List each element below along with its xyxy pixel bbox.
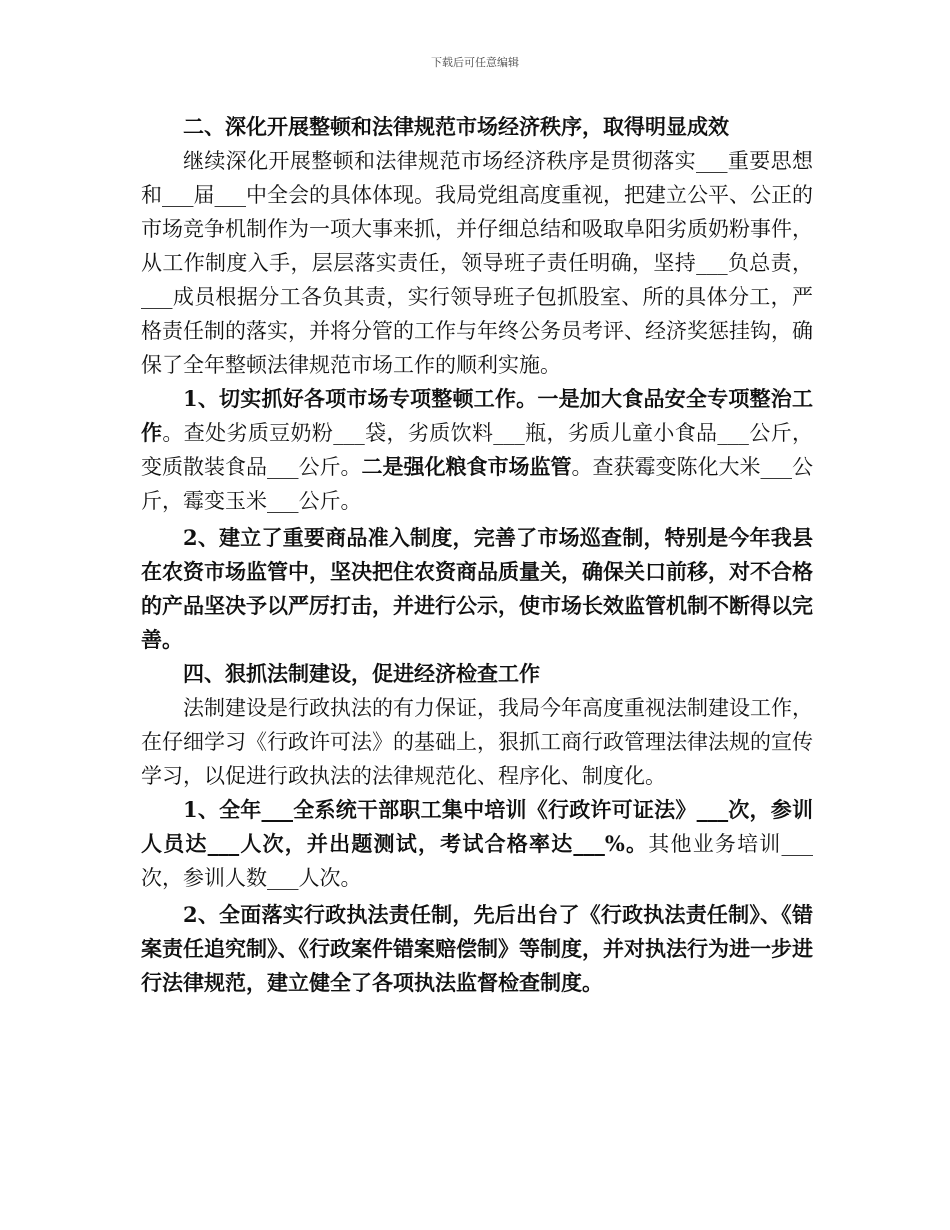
paragraph-6: 2、全面落实行政执法责任制，先后出台了《行政执法责任制》、《错案责任追究制》、《行政案件错案赔偿制》等制度，并对执法行为进一步进行法律规范，建立健全了各项执法监督检查制度。 (141, 902, 813, 995)
paragraph-5-text: 其他业务培训___次，参训人数___人次。 (141, 832, 814, 890)
paragraph-5-bold: 1、全年___全系统干部职工集中培训《行政许可证法》___次，参训人员达___人次，并出题测试，考试合格率达___%。 (141, 797, 813, 856)
paragraph-1: 继续深化开展整顿和法律规范市场经济秩序是贯彻落实___重要思想和___届___中全会的具体体现。我局党组高度重视，把建立公平、公正的市场竞争机制作为一项大事来抓，并仔细总结和吸取阜阳劣质奶粉事件，从工作制度入手，层层落实责任，领导班子责任明确，坚持___负总责，___成员根据分工各负其责，实行领导班子包抓股室、所的具体分工，严格责任制的落实，并将分管的工作与年终公务员考评、经济奖惩挂钩，确保了全年整顿法律规范市场工作的顺利实施。 (141, 149, 813, 377)
section-heading-4: 四、狠抓法制建设，促进经济检查工作 (183, 661, 540, 686)
section-heading-2: 二、深化开展整顿和法律规范市场经济秩序，取得明显成效 (183, 114, 729, 139)
paragraph-2-bold-1: 1、切实抓好各项市场专项整顿工作。一是加大食品安全专项整治工作 (141, 386, 813, 445)
paragraph-2-text-1: 。查处劣质豆奶粉___袋，劣质饮料___瓶，劣质儿童小食品___公斤，变质散装食品___公斤。 (141, 421, 814, 479)
paragraph-2-text-2: 。查获霉变陈化大米___公斤，霉变玉米___公斤。 (141, 455, 813, 513)
page-header: 下载后可任意编辑 (431, 56, 519, 69)
paragraph-5 (141, 793, 813, 895)
paragraph-2-bold-2: 二是强化粮食市场监管 (361, 454, 572, 479)
paragraph-2 (141, 382, 813, 518)
document-body (141, 110, 813, 1000)
paragraph-4: 法制建设是行政执法的有力保证，我局今年高度重视法制建设工作，在仔细学习《行政许可法》的基础上，狠抓工商行政管理法律法规的宣传学习，以促进行政执法的法律规范化、程序化、制度化。 (141, 696, 813, 788)
paragraph-3: 2、建立了重要商品准入制度，完善了市场巡查制，特别是今年我县在农资市场监管中，坚决把住农资商品质量关，确保关口前移，对不合格的产品坚决予以严厉打击，并进行公示，使市场长效监管机制不断得以完善。 (141, 525, 813, 652)
